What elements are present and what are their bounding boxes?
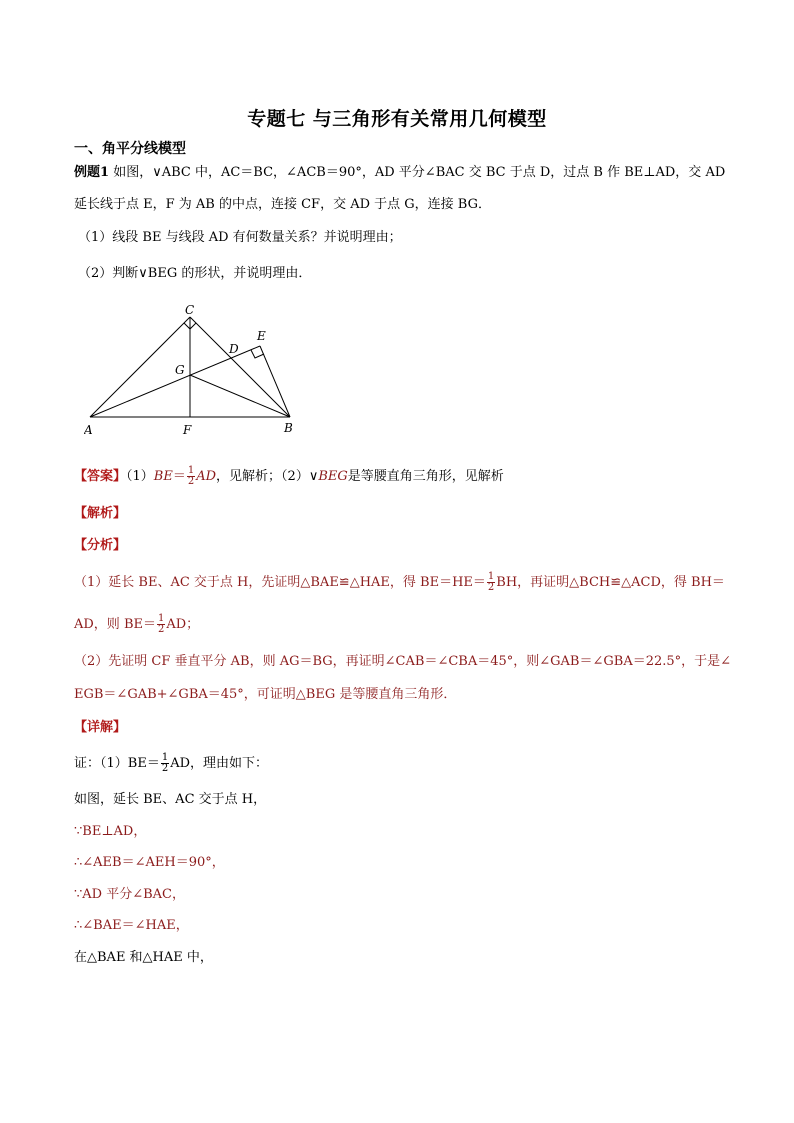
- detail-tag: [74, 718, 734, 738]
- answer-part-1: （1）: [126, 469, 154, 484]
- fenxi-line-3: （2）先证明 CF 垂直平分 AB，则 AG＝BG，再证明∠CAB＝∠CBA＝45°，则∠GAB＝∠GBA＝22.5°，于是∠: [74, 654, 732, 669]
- label-a: A: [84, 423, 93, 437]
- answer-fraction: [187, 466, 195, 487]
- detail-fraction-den: 2: [161, 763, 169, 774]
- label-b: B: [284, 421, 293, 435]
- detail-fraction: [161, 753, 169, 774]
- document-title: 专题七 与三角形有关常用几何模型: [247, 108, 547, 130]
- fenxi-tag-text: 【分析】: [74, 538, 127, 553]
- analysis-tag: [74, 504, 734, 524]
- detail-line-4: ∴∠AEB＝∠AEH＝90°，: [74, 855, 225, 870]
- example-text-1: 如图，∨ABC 中，AC＝BC，∠ACB＝90°，AD 平分∠BAC 交 BC 于点 D，过点 B 作 BE⊥AD，交 AD: [113, 165, 726, 180]
- question-2: （2）判断∨BEG 的形状，并说明理由．: [78, 266, 312, 281]
- fenxi-fraction-2: [157, 614, 165, 635]
- fenxi-line-2b: AD；: [166, 617, 200, 632]
- fenxi-line-2a: AD，则 BE＝: [74, 617, 156, 632]
- detail-line-1a: 证：（1）BE＝: [74, 756, 160, 771]
- fenxi-fraction-2-den: 2: [158, 624, 165, 635]
- detail-line-5: ∵AD 平分∠BAC，: [74, 887, 185, 902]
- label-e: E: [257, 329, 266, 343]
- label-c: C: [185, 303, 195, 317]
- detail-fraction-num: 1: [161, 752, 169, 763]
- answer-tag: 【答案】: [74, 469, 127, 484]
- fenxi-line-1: [74, 572, 734, 593]
- fenxi-tag: [74, 536, 734, 556]
- analysis-tag-text: 【解析】: [74, 506, 127, 521]
- example-line-1: [74, 163, 734, 183]
- example-line-2: 延长线于点 E，F 为 AB 的中点，连接 CF，交 AD 于点 G，连接 BG．: [74, 197, 491, 212]
- answer-eq: ＝: [172, 469, 186, 484]
- fenxi-fraction-1-num: 1: [487, 571, 495, 582]
- label-g: G: [175, 363, 185, 377]
- section-heading: 一、角平分线模型: [74, 141, 186, 157]
- example-label: 例题1: [74, 165, 110, 180]
- detail-line-7: 在△BAE 和△HAE 中，: [74, 950, 213, 965]
- fenxi-fraction-2-num: 1: [158, 613, 165, 624]
- detail-line-6: ∴∠BAE＝∠HAE，: [74, 918, 189, 933]
- detail-line-3: ∵BE⊥AD，: [74, 824, 147, 839]
- detail-tag-text: 【详解】: [74, 720, 127, 735]
- detail-line-2: 如图，延长 BE、AC 交于点 H，: [74, 792, 267, 807]
- detail-line-1b: AD，理由如下：: [170, 756, 269, 771]
- answer-line: [74, 466, 734, 487]
- label-f: F: [183, 423, 192, 437]
- fenxi-line-1b: BH，再证明△BCH≌△ACD，得 BH＝: [496, 575, 725, 590]
- detail-line-1: [74, 753, 734, 774]
- segment-ae: [90, 346, 260, 417]
- answer-part-3: 是等腰直角三角形，见解析: [347, 469, 504, 484]
- label-d: D: [229, 342, 239, 356]
- fenxi-fraction-1-den: 2: [487, 582, 495, 593]
- fenxi-line-2: [74, 614, 734, 635]
- question-1: （1）线段 BE 与线段 AD 有何数量关系？并说明理由；: [78, 230, 402, 245]
- fraction-numerator: 1: [187, 465, 195, 476]
- segment-bc: [190, 317, 290, 417]
- fenxi-line-1a: （1）延长 BE、AC 交于点 H，先证明△BAE≌△HAE，得 BE＝HE＝: [74, 575, 486, 590]
- answer-beg: BEG: [318, 469, 348, 484]
- fraction-denominator: 2: [187, 476, 195, 487]
- answer-be: BE: [153, 469, 173, 484]
- fenxi-fraction-1: [487, 572, 495, 593]
- answer-part-2: ，见解析；（2）∨: [216, 469, 319, 484]
- fenxi-line-4: EGB＝∠GAB+∠GBA＝45°，可证明△BEG 是等腰直角三角形．: [74, 687, 457, 702]
- answer-ad: AD: [196, 469, 217, 484]
- geometry-figure: [84, 300, 314, 445]
